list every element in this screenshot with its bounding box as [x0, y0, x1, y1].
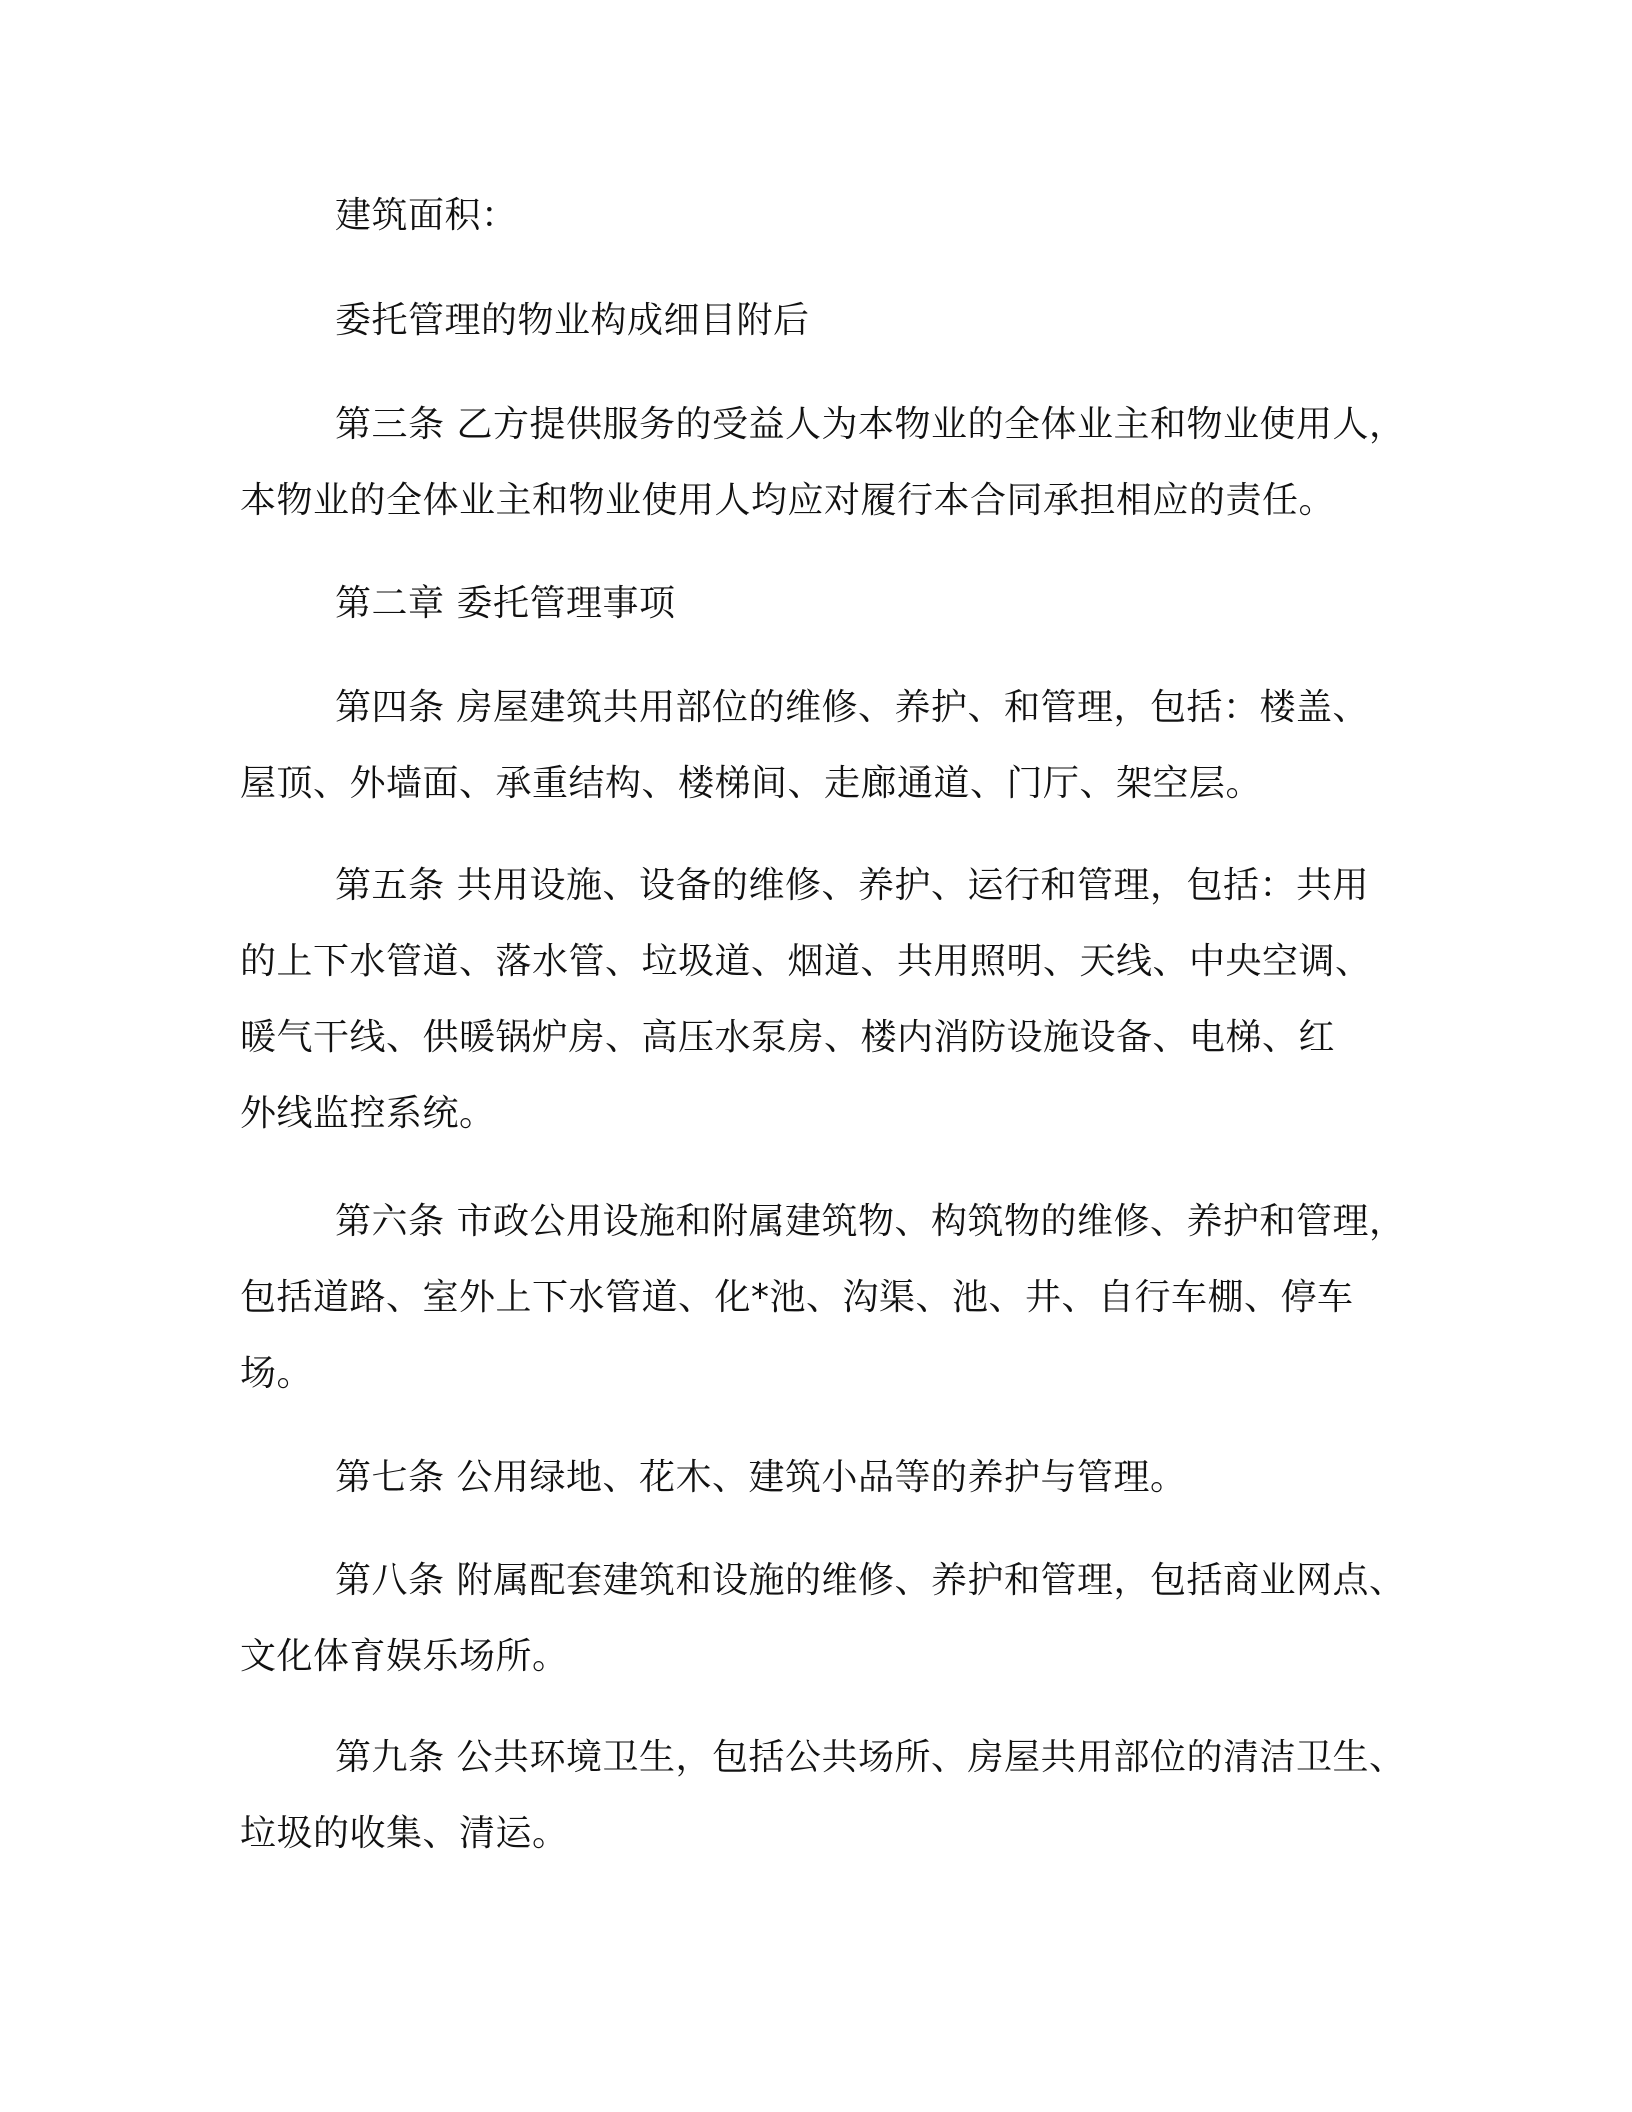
paragraph-article-3	[240, 387, 1440, 539]
text-line: 第三条 乙方提供服务的受益人为本物业的全体业主和物业使用人，	[335, 404, 1406, 445]
paragraph-article-6	[240, 1184, 1440, 1412]
paragraph-property-list-note	[240, 283, 1440, 359]
text-line: 第九条 公共环境卫生，包括公共场所、房屋共用部位的清洁卫生、	[335, 1737, 1406, 1778]
text-line: 建筑面积：	[335, 195, 518, 236]
text-line: 场。	[240, 1353, 314, 1394]
text-line: 本物业的全体业主和物业使用人均应对履行本合同承担相应的责任。	[240, 480, 1336, 521]
text-line: 垃圾的收集、清运。	[240, 1813, 569, 1854]
paragraph-article-9	[240, 1720, 1440, 1872]
text-line: 第二章 委托管理事项	[335, 583, 676, 624]
text-line: 第八条 附属配套建筑和设施的维修、养护和管理，包括商业网点、	[335, 1560, 1406, 1601]
text-line: 第四条 房屋建筑共用部位的维修、养护、和管理，包括：楼盖、	[335, 687, 1369, 728]
chapter-heading	[240, 566, 1440, 642]
text-line: 的上下水管道、落水管、垃圾道、烟道、共用照明、天线、中央空调、	[240, 941, 1372, 982]
text-line: 包括道路、室外上下水管道、化*池、沟渠、池、井、自行车棚、停车	[240, 1277, 1354, 1318]
text-line: 文化体育娱乐场所。	[240, 1636, 569, 1677]
text-line: 第七条 公用绿地、花木、建筑小品等的养护与管理。	[335, 1457, 1187, 1498]
text-line: 外线监控系统。	[240, 1093, 496, 1134]
text-line: 委托管理的物业构成细目附后	[335, 300, 810, 341]
text-line: 第五条 共用设施、设备的维修、养护、运行和管理，包括：共用	[335, 865, 1369, 906]
paragraph-article-7	[240, 1440, 1440, 1516]
text-line: 暖气干线、供暖锅炉房、高压水泵房、楼内消防设施设备、电梯、红	[240, 1017, 1336, 1058]
text-line: 第六条 市政公用设施和附属建筑物、构筑物的维修、养护和管理，	[335, 1201, 1406, 1242]
paragraph-article-8	[240, 1543, 1440, 1695]
paragraph-building-area	[240, 178, 1440, 254]
text-line: 屋顶、外墙面、承重结构、楼梯间、走廊通道、门厅、架空层。	[240, 763, 1263, 804]
paragraph-article-5	[240, 848, 1440, 1152]
paragraph-article-4	[240, 670, 1440, 822]
